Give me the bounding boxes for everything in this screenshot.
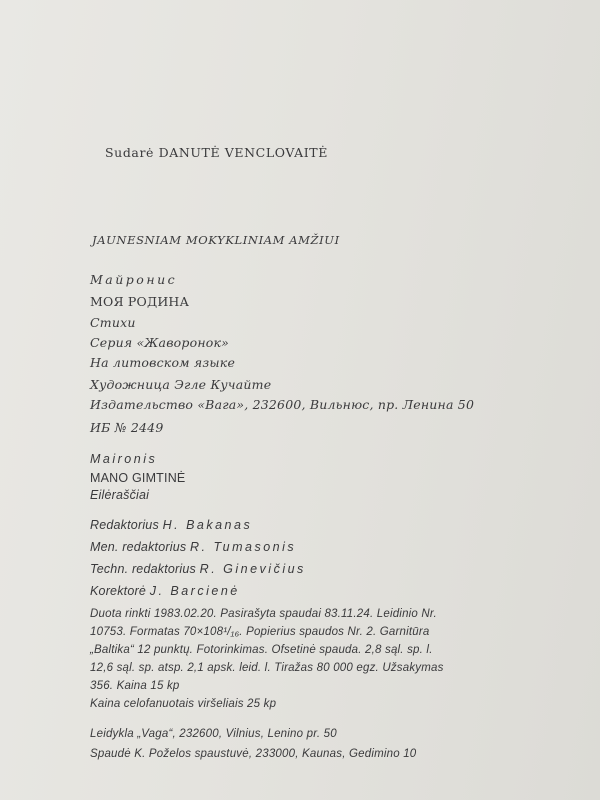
printing-line: 356. Kaina 15 kp (90, 680, 180, 692)
compiler-name: DANUTĖ VENCLOVAITĖ (158, 145, 328, 160)
staff-person: H. Bakanas (162, 518, 253, 532)
publisher-lt: Leidykla „Vaga“, 232600, Vilnius, Lenino pr. 50 (90, 728, 337, 740)
staff-row (90, 540, 296, 554)
russian-publisher: Издательство «Вага», 232600, Вильнюс, пр. Ленина 50 (90, 397, 475, 412)
russian-ib: ИБ № 2449 (90, 420, 164, 435)
staff-role: Korektorė (90, 584, 146, 598)
staff-row (90, 518, 252, 532)
russian-genre: Стихи (90, 315, 136, 330)
russian-author: Майронис (90, 272, 178, 287)
russian-series: Серия «Жаворонок» (90, 335, 230, 350)
staff-role: Techn. redaktorius (90, 562, 196, 576)
russian-artist: Художница Эгле Кучайте (90, 377, 272, 392)
russian-title: МОЯ РОДИНА (90, 294, 190, 309)
printing-line: Duota rinkti 1983.02.20. Pasirašyta spaudai 83.11.24. Leidinio Nr. (90, 608, 437, 620)
russian-language: На литовском языке (90, 355, 236, 370)
staff-person: R. Ginevičius (199, 562, 306, 576)
staff-role: Redaktorius (90, 518, 159, 532)
printing-line: 10753. Formatas 70×108¹/₁₆. Popierius spaudos Nr. 2. Garnitūra (90, 626, 430, 638)
compiler-line (105, 145, 328, 160)
staff-row (90, 562, 306, 576)
compiler-label: Sudarė (105, 145, 155, 160)
staff-person: J. Barcienė (149, 584, 240, 598)
staff-person: R. Tumasonis (189, 540, 297, 554)
printing-line: „Baltika“ 12 punktų. Fotorinkimas. Ofsetinė spauda. 2,8 sąl. sp. l. (90, 644, 433, 656)
staff-row (90, 584, 240, 598)
staff-role: Men. redaktorius (90, 540, 187, 554)
lithuanian-title: MANO GIMTINĖ (90, 471, 186, 485)
lithuanian-author: Maironis (90, 452, 158, 466)
printing-line: 12,6 sąl. sp. atsp. 2,1 apsk. leid. l. Tiražas 80 000 egz. Užsakymas (90, 662, 444, 674)
lithuanian-genre: Eilėraščiai (90, 488, 150, 502)
printer-lt: Spaudė K. Poželos spaustuvė, 233000, Kaunas, Gedimino 10 (90, 748, 417, 760)
printing-line: Kaina celofanuotais viršeliais 25 kp (90, 698, 277, 710)
age-group: JAUNESNIAM MOKYKLINIAM AMŽIUI (92, 233, 340, 247)
